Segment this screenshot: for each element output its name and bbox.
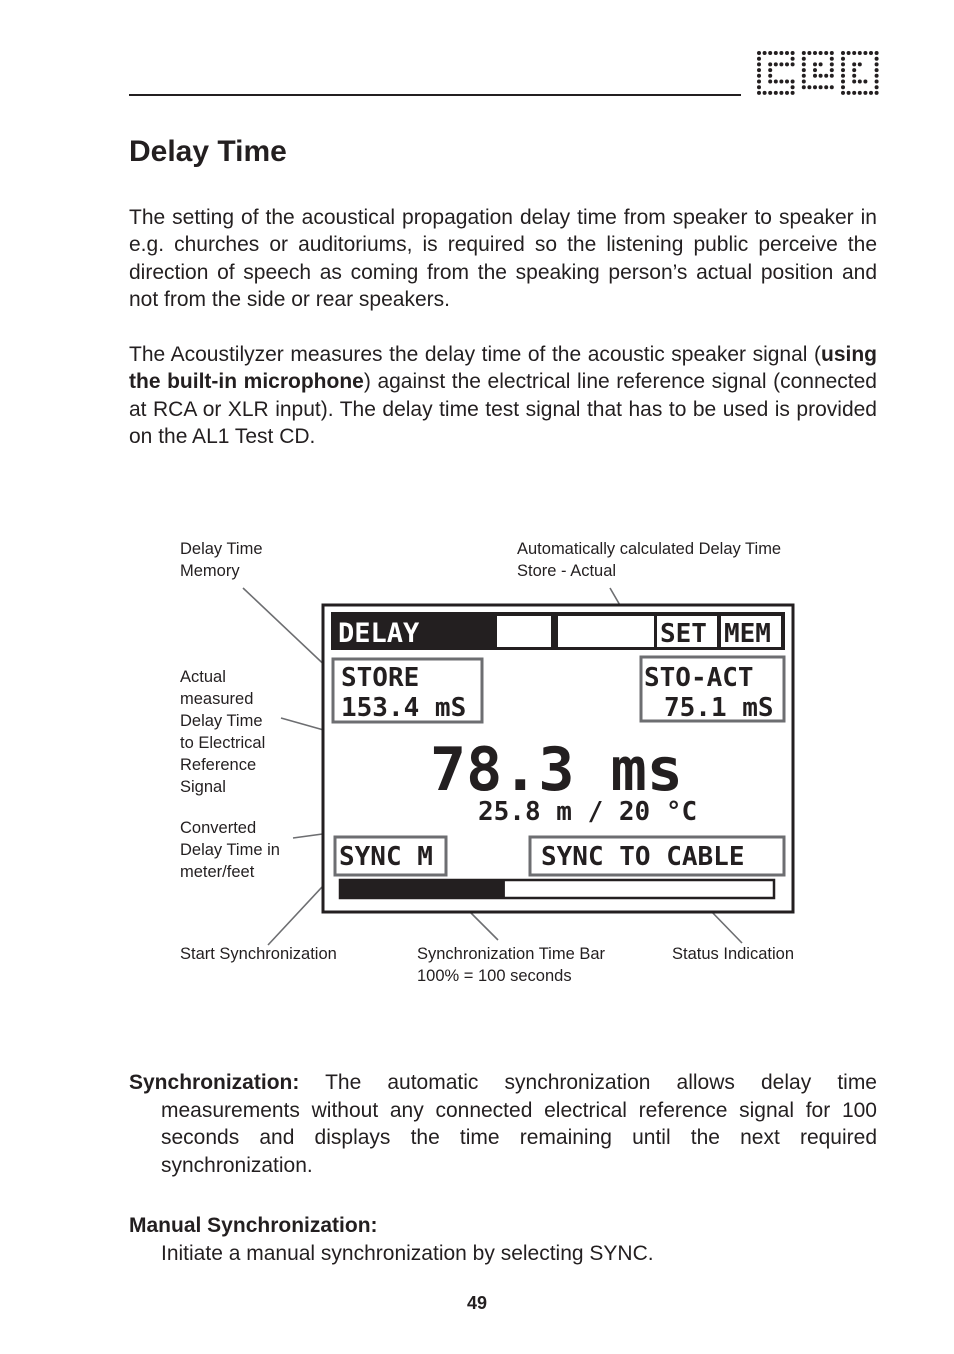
callout-converted: Converted Delay Time in meter/feet <box>180 819 280 881</box>
converted-distance: 25.8 m / 20 °C <box>478 797 698 827</box>
sto-act-value: 75.1 mS <box>664 693 774 723</box>
definition-term: Synchronization: <box>129 1071 300 1094</box>
page-number: 49 <box>466 1293 488 1313</box>
pointer-line <box>243 588 333 673</box>
indicator-box <box>497 616 551 647</box>
callout-memory: Delay Time Memory <box>180 540 263 580</box>
callout-start-sync: Start Synchronization <box>180 945 337 963</box>
mode-label: DELAY <box>338 618 420 649</box>
callout-auto-calculated: Automatically calculated Delay Time Store - Actual <box>517 540 782 580</box>
sync-time-bar-fill <box>340 880 505 898</box>
indicator-box <box>558 616 654 647</box>
callout-status: Status Indication <box>672 945 794 963</box>
store-label: STORE <box>341 663 420 693</box>
intro-paragraph: The setting of the acoustical propagation delay time from speaker to speaker in e.g. churches or auditoriums, is required so the listening public perceive the direction of speech as coming from the speaking person’s actual position and not from the side or rear speakers. <box>129 206 877 311</box>
mem-label: MEM <box>724 619 771 649</box>
set-label: SET <box>660 619 707 649</box>
page-title: Delay Time <box>129 135 287 168</box>
sync-button-label: SYNC M <box>339 842 433 872</box>
definition-body: The automatic synchronization allows delay time measurements without any connected electrical reference signal for 100 seconds and displays the time remaining until the next required synchronization. <box>161 1071 877 1177</box>
microphone-emphasis: using the built-in microphone <box>129 343 877 394</box>
sto-act-label: STO-ACT <box>644 663 754 693</box>
definition-manual-sync <box>129 1212 877 1267</box>
definition-term: Manual Synchronization: <box>129 1214 378 1237</box>
store-value: 153.4 mS <box>341 693 467 723</box>
paragraph-text: ) against the electrical line reference signal (connected at RCA or XLR input). The delay time test signal that has to be used is provided on the AL1 Test CD. <box>129 370 877 448</box>
callout-sync-bar: Synchronization Time Bar 100% = 100 seconds <box>417 945 606 985</box>
status-label: SYNC TO CABLE <box>541 842 745 872</box>
delay-main-value: 78.3 ms <box>430 735 683 805</box>
callout-actual-measured: Actual measured Delay Time to Electrical Reference Signal <box>180 668 266 796</box>
definition-body: Initiate a manual synchronization by selecting SYNC. <box>161 1241 654 1265</box>
definition-synchronization <box>129 1069 877 1179</box>
paragraph-text: The Acoustilyzer measures the delay time of the acoustic speaker signal ( <box>129 343 821 366</box>
